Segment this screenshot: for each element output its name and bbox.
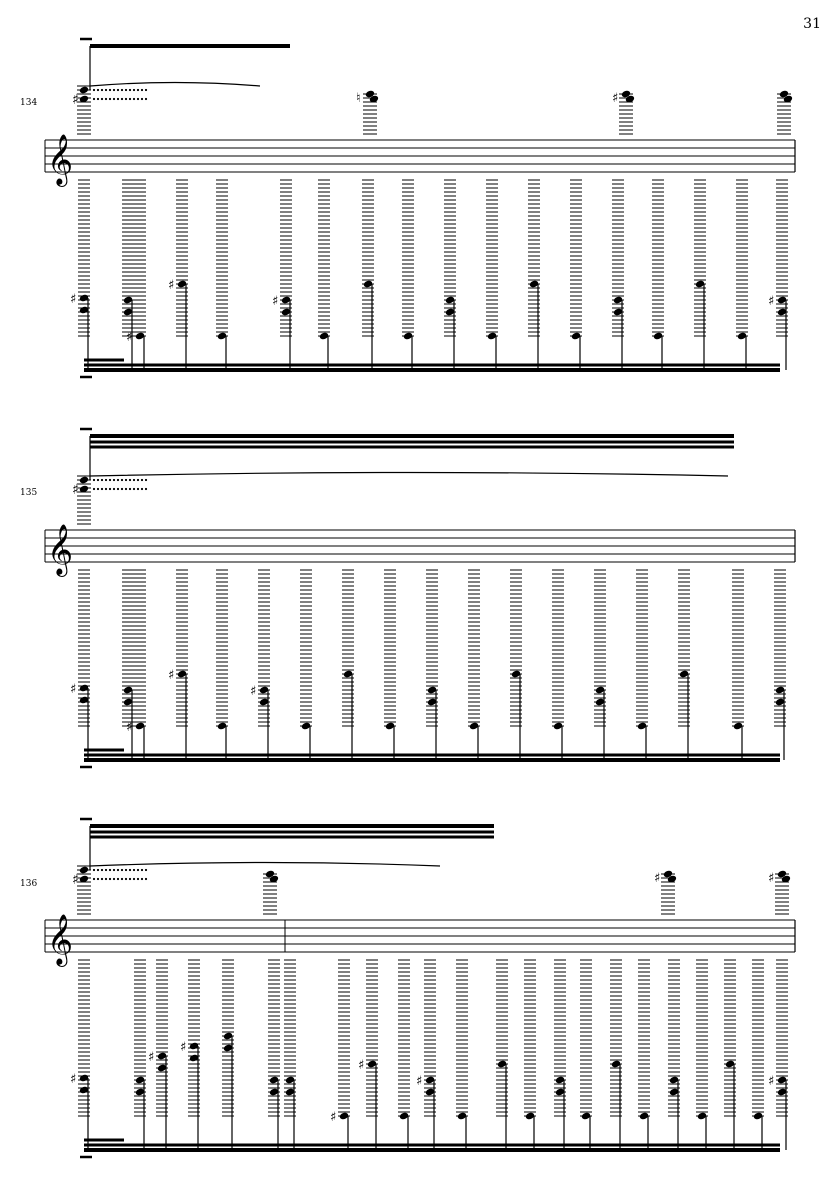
dotted-line-dot (93, 869, 95, 871)
measure-number-136: 136 (20, 879, 38, 889)
dotted-line-dot (117, 488, 119, 490)
dotted-line-dot (145, 869, 147, 871)
dotted-line-dot (137, 89, 139, 91)
sharp-accidental: ♯ (768, 1074, 775, 1089)
sharp-accidental: ♯ (168, 668, 175, 683)
dotted-line-dot (141, 878, 143, 880)
dotted-line-dot (97, 869, 99, 871)
dotted-line-dot (109, 488, 111, 490)
dotted-line-dot (125, 479, 127, 481)
dotted-line-dot (121, 869, 123, 871)
treble-clef: 𝄞 (47, 524, 74, 575)
dotted-line-dot (93, 878, 95, 880)
upper-chord-note (79, 476, 89, 485)
dotted-line-dot (109, 869, 111, 871)
sharp-accidental: ♯ (70, 682, 77, 697)
dotted-line-dot (125, 488, 127, 490)
dotted-line-dot (109, 89, 111, 91)
dotted-line-dot (113, 479, 115, 481)
sharp-accidental: ♯ (250, 684, 257, 699)
dotted-line-dot (105, 488, 107, 490)
dotted-line-dot (109, 878, 111, 880)
measure-number-135: 135 (20, 488, 38, 498)
dotted-line-dot (105, 479, 107, 481)
dotted-line-dot (117, 98, 119, 100)
dotted-line-dot (141, 869, 143, 871)
dotted-line-dot (113, 869, 115, 871)
dotted-line-dot (125, 878, 127, 880)
dotted-line-dot (125, 98, 127, 100)
sharp-accidental: ♯ (416, 1074, 423, 1089)
sharp-accidental: ♯ (126, 330, 133, 345)
dotted-line-dot (97, 488, 99, 490)
sharp-accidental: ♯ (358, 1058, 365, 1073)
dotted-line-dot (129, 869, 131, 871)
sharp-accidental: ♯ (612, 91, 619, 106)
sharp-accidental: ♯ (148, 1050, 155, 1065)
dotted-line-dot (105, 98, 107, 100)
dotted-line-dot (121, 98, 123, 100)
upper-chord-note (79, 86, 89, 95)
sharp-accidental: ♯ (654, 871, 661, 886)
dotted-line-dot (145, 488, 147, 490)
dotted-line-dot (117, 869, 119, 871)
dotted-line-dot (113, 878, 115, 880)
dotted-line-dot (145, 89, 147, 91)
dotted-line-dot (97, 878, 99, 880)
sharp-accidental: ♯ (272, 294, 279, 309)
dotted-line-dot (101, 479, 103, 481)
dotted-line-dot (137, 488, 139, 490)
dotted-line-dot (133, 98, 135, 100)
dotted-line-dot (113, 89, 115, 91)
dotted-line-dot (105, 878, 107, 880)
dotted-line-dot (109, 479, 111, 481)
dotted-line-dot (125, 89, 127, 91)
sharp-accidental: ♯ (72, 482, 79, 498)
dotted-line-dot (129, 98, 131, 100)
dotted-line-dot (121, 479, 123, 481)
sharp-accidental: ♯ (180, 1040, 187, 1055)
dotted-line-dot (133, 878, 135, 880)
dotted-line-dot (117, 479, 119, 481)
dotted-line-dot (97, 479, 99, 481)
sharp-accidental: ♯ (72, 92, 79, 108)
natural-accidental: ♮ (356, 91, 361, 106)
dotted-line-dot (145, 479, 147, 481)
dotted-line-dot (113, 488, 115, 490)
dotted-line-dot (137, 869, 139, 871)
dotted-line-dot (133, 89, 135, 91)
dotted-line-dot (137, 479, 139, 481)
tie (90, 83, 260, 87)
dotted-line-dot (129, 89, 131, 91)
system-136 (45, 819, 795, 1157)
treble-clef: 𝄞 (47, 134, 74, 185)
system-135 (45, 429, 795, 767)
dotted-line-dot (117, 878, 119, 880)
dotted-line-dot (93, 479, 95, 481)
sharp-accidental: ♯ (72, 872, 79, 888)
sharp-accidental: ♯ (70, 292, 77, 307)
sharp-accidental: ♯ (168, 278, 175, 293)
dotted-line-dot (121, 488, 123, 490)
dotted-line-dot (109, 98, 111, 100)
dotted-line-dot (129, 479, 131, 481)
treble-clef: 𝄞 (47, 914, 74, 965)
dotted-line-dot (105, 869, 107, 871)
sharp-accidental: ♯ (330, 1110, 337, 1125)
dotted-line-dot (97, 89, 99, 91)
dotted-line-dot (133, 869, 135, 871)
dotted-line-dot (133, 488, 135, 490)
dotted-line-dot (97, 98, 99, 100)
dotted-line-dot (133, 479, 135, 481)
dotted-line-dot (129, 878, 131, 880)
dotted-line-dot (93, 89, 95, 91)
dotted-line-dot (137, 98, 139, 100)
dotted-line-dot (121, 878, 123, 880)
dotted-line-dot (101, 488, 103, 490)
page-number: 31 (803, 16, 821, 32)
sharp-accidental: ♯ (768, 294, 775, 309)
dotted-line-dot (141, 98, 143, 100)
dotted-line-dot (141, 488, 143, 490)
dotted-line-dot (145, 98, 147, 100)
dotted-line-dot (141, 479, 143, 481)
dotted-line-dot (129, 488, 131, 490)
dotted-line-dot (145, 878, 147, 880)
measure-number-134: 134 (20, 98, 38, 108)
tie (90, 863, 440, 867)
dotted-line-dot (101, 89, 103, 91)
dotted-line-dot (101, 869, 103, 871)
sharp-accidental: ♯ (70, 1072, 77, 1087)
tie (90, 473, 728, 477)
upper-chord-note (79, 866, 89, 875)
dotted-line-dot (105, 89, 107, 91)
dotted-line-dot (141, 89, 143, 91)
dotted-line-dot (93, 488, 95, 490)
sharp-accidental: ♯ (126, 720, 133, 735)
system-134 (45, 39, 795, 377)
dotted-line-dot (113, 98, 115, 100)
dotted-line-dot (93, 98, 95, 100)
dotted-line-dot (121, 89, 123, 91)
dotted-line-dot (117, 89, 119, 91)
dotted-line-dot (101, 878, 103, 880)
dotted-line-dot (137, 878, 139, 880)
sharp-accidental: ♯ (768, 871, 775, 886)
dotted-line-dot (125, 869, 127, 871)
dotted-line-dot (101, 98, 103, 100)
